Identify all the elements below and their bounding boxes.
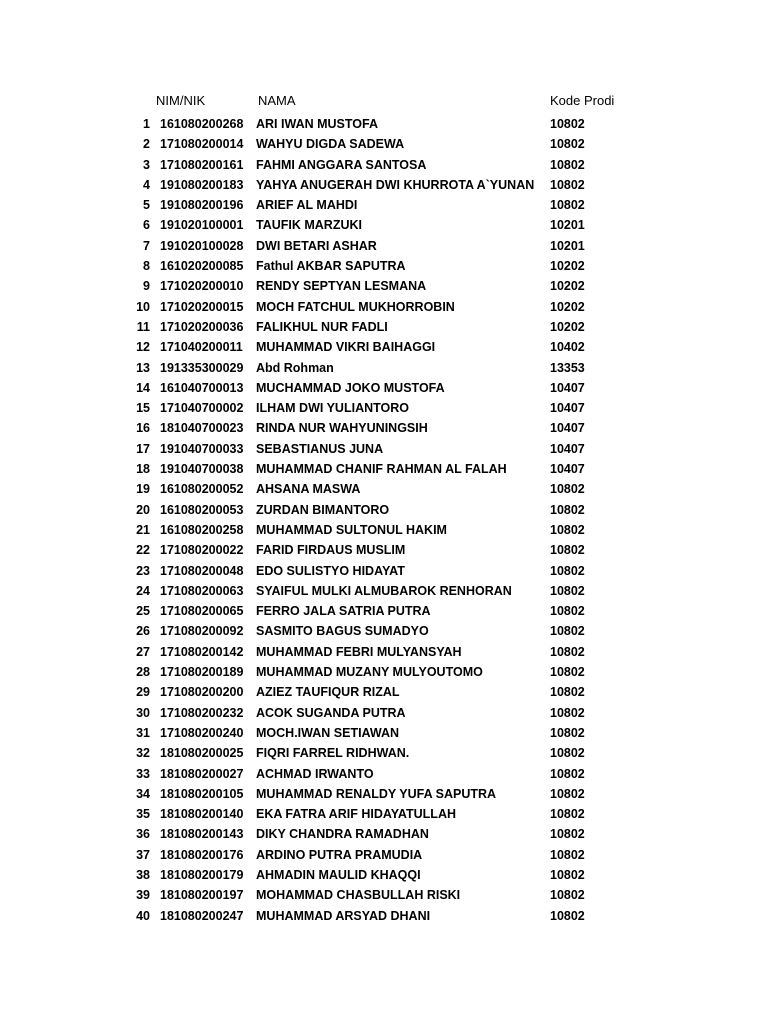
row-kode-prodi: 10802 [550, 665, 585, 680]
table-row [0, 114, 768, 134]
row-nama: MUHAMMAD ARSYAD DHANI [256, 908, 431, 923]
row-nama: AHSANA MASWA [256, 482, 361, 497]
row-nama: YAHYA ANUGERAH DWI KHURROTA A`YUNAN [256, 177, 535, 192]
row-nim: 191020100028 [160, 238, 244, 253]
row-nama: FARID FIRDAUS MUSLIM [256, 543, 406, 558]
row-nama: SEBASTIANUS JUNA [256, 441, 384, 456]
table-row [0, 703, 768, 723]
table-row [0, 581, 768, 601]
row-number: 14 [136, 380, 150, 395]
header-nama: NAMA [258, 93, 296, 108]
table-row [0, 236, 768, 256]
table-row [0, 398, 768, 418]
row-kode-prodi: 10802 [550, 786, 585, 801]
row-number: 20 [136, 502, 150, 517]
row-kode-prodi: 10802 [550, 482, 585, 497]
row-number: 2 [143, 137, 150, 152]
row-number: 16 [136, 421, 150, 436]
row-nim: 171080200142 [160, 644, 244, 659]
row-number: 29 [136, 685, 150, 700]
row-nim: 161040700013 [160, 380, 244, 395]
row-nim: 191020100001 [160, 218, 244, 233]
row-nama: EKA FATRA ARIF HIDAYATULLAH [256, 807, 456, 822]
row-number: 23 [136, 563, 150, 578]
table-row [0, 784, 768, 804]
row-kode-prodi: 10802 [550, 867, 585, 882]
row-nim: 171080200092 [160, 624, 244, 639]
row-nama: Abd Rohman [256, 360, 334, 375]
row-number: 18 [136, 462, 150, 477]
row-nama: MUHAMMAD VIKRI BAIHAGGI [256, 340, 436, 355]
table-row [0, 256, 768, 276]
row-kode-prodi: 10202 [550, 259, 585, 274]
row-kode-prodi: 10802 [550, 157, 585, 172]
table-row [0, 906, 768, 926]
table-row [0, 276, 768, 296]
row-nim: 171080200063 [160, 583, 244, 598]
row-number: 22 [136, 543, 150, 558]
row-nim: 181080200027 [160, 766, 244, 781]
table-row [0, 520, 768, 540]
row-nim: 171080200065 [160, 604, 244, 619]
row-nim: 181080200247 [160, 908, 244, 923]
row-kode-prodi: 13353 [550, 360, 585, 375]
row-nim: 171020200015 [160, 299, 244, 314]
header-nim: NIM/NIK [156, 93, 206, 108]
row-number: 17 [136, 441, 150, 456]
row-nim: 171020200010 [160, 279, 244, 294]
header-kode-prodi: Kode Prodi [550, 93, 615, 108]
row-nama: TAUFIK MARZUKI [256, 218, 362, 233]
row-number: 7 [143, 238, 150, 253]
row-kode-prodi: 10802 [550, 198, 585, 213]
table-row [0, 804, 768, 824]
table-row [0, 175, 768, 195]
row-nama: MOHAMMAD CHASBULLAH RISKI [256, 888, 461, 903]
row-number: 25 [136, 604, 150, 619]
row-kode-prodi: 10802 [550, 908, 585, 923]
row-nim: 191040700033 [160, 441, 244, 456]
table-row [0, 215, 768, 235]
row-nama: EDO SULISTYO HIDAYAT [256, 563, 405, 578]
row-nim: 191080200183 [160, 177, 244, 192]
row-number: 27 [136, 644, 150, 659]
row-kode-prodi: 10407 [550, 421, 585, 436]
row-nim: 161020200085 [160, 259, 244, 274]
row-nama: ACOK SUGANDA PUTRA [256, 705, 406, 720]
row-number: 5 [143, 198, 150, 213]
row-nama: FERRO JALA SATRIA PUTRA [256, 604, 431, 619]
row-number: 12 [136, 340, 150, 355]
row-number: 11 [136, 319, 150, 334]
row-nama: ARIEF AL MAHDI [256, 198, 358, 213]
row-kode-prodi: 10802 [550, 807, 585, 822]
table-row [0, 662, 768, 682]
table-row [0, 642, 768, 662]
row-number: 9 [143, 279, 150, 294]
row-nama: Fathul AKBAR SAPUTRA [256, 259, 406, 274]
table-row [0, 601, 768, 621]
table-row [0, 621, 768, 641]
row-number: 28 [136, 665, 150, 680]
row-nama: ARDINO PUTRA PRAMUDIA [256, 847, 423, 862]
row-number: 21 [136, 522, 150, 537]
table-row [0, 885, 768, 905]
row-kode-prodi: 10802 [550, 766, 585, 781]
row-nim: 171080200200 [160, 685, 244, 700]
row-nim: 171080200022 [160, 543, 244, 558]
row-nim: 161080200053 [160, 502, 244, 517]
row-number: 34 [136, 786, 150, 801]
table-row [0, 378, 768, 398]
row-nama: MUHAMMAD FEBRI MULYANSYAH [256, 644, 462, 659]
row-nama: RENDY SEPTYAN LESMANA [256, 279, 427, 294]
row-kode-prodi: 10202 [550, 279, 585, 294]
row-kode-prodi: 10802 [550, 563, 585, 578]
row-number: 36 [136, 827, 150, 842]
row-nama: ILHAM DWI YULIANTORO [256, 401, 410, 416]
row-kode-prodi: 10802 [550, 522, 585, 537]
row-number: 19 [136, 482, 150, 497]
row-nim: 181080200025 [160, 746, 244, 761]
table-row [0, 500, 768, 520]
student-table-body [0, 114, 768, 926]
row-nim: 171080200240 [160, 725, 244, 740]
row-number: 24 [136, 583, 150, 598]
row-number: 39 [136, 888, 150, 903]
row-nama: MOCH.IWAN SETIAWAN [256, 725, 400, 740]
row-nim: 181080200176 [160, 847, 244, 862]
row-number: 4 [143, 177, 150, 192]
row-nim: 161080200258 [160, 522, 244, 537]
row-number: 15 [136, 401, 150, 416]
row-nim: 171080200189 [160, 665, 244, 680]
row-kode-prodi: 10407 [550, 441, 585, 456]
row-nama: SYAIFUL MULKI ALMUBAROK RENHORAN [256, 583, 512, 598]
table-row [0, 743, 768, 763]
row-number: 32 [136, 746, 150, 761]
table-row [0, 824, 768, 844]
row-nim: 171020200036 [160, 319, 244, 334]
row-number: 1 [143, 117, 150, 131]
row-number: 37 [136, 847, 150, 862]
row-kode-prodi: 10201 [550, 218, 585, 233]
row-kode-prodi: 10802 [550, 725, 585, 740]
row-kode-prodi: 10407 [550, 401, 585, 416]
table-row [0, 845, 768, 865]
row-nama: MUHAMMAD SULTONUL HAKIM [256, 522, 447, 537]
row-kode-prodi: 10802 [550, 705, 585, 720]
row-kode-prodi: 10802 [550, 847, 585, 862]
row-kode-prodi: 10802 [550, 117, 585, 131]
table-row [0, 134, 768, 154]
table-row [0, 418, 768, 438]
row-number: 35 [136, 807, 150, 822]
row-nim: 181080200105 [160, 786, 244, 801]
row-number: 38 [136, 867, 150, 882]
row-nama: MUHAMMAD CHANIF RAHMAN AL FALAH [256, 462, 507, 477]
row-nim: 191040700038 [160, 462, 244, 477]
table-row [0, 195, 768, 215]
row-kode-prodi: 10407 [550, 462, 585, 477]
row-kode-prodi: 10202 [550, 319, 585, 334]
row-nama: MUCHAMMAD JOKO MUSTOFA [256, 380, 445, 395]
row-number: 26 [136, 624, 150, 639]
table-row [0, 561, 768, 581]
row-nama: MUHAMMAD MUZANY MULYOUTOMO [256, 665, 483, 680]
row-nim: 171040700002 [160, 401, 244, 416]
row-kode-prodi: 10802 [550, 888, 585, 903]
row-nim: 181080200140 [160, 807, 244, 822]
row-number: 31 [136, 725, 150, 740]
row-nama: WAHYU DIGDA SADEWA [256, 137, 405, 152]
row-nim: 191080200196 [160, 198, 244, 213]
row-number: 33 [136, 766, 150, 781]
table-row [0, 865, 768, 885]
row-kode-prodi: 10802 [550, 543, 585, 558]
table-row [0, 682, 768, 702]
row-nama: AZIEZ TAUFIQUR RIZAL [256, 685, 400, 700]
row-nim: 191335300029 [160, 360, 244, 375]
table-row [0, 723, 768, 743]
row-kode-prodi: 10802 [550, 137, 585, 152]
row-nama: DIKY CHANDRA RAMADHAN [256, 827, 429, 842]
table-row [0, 540, 768, 560]
row-kode-prodi: 10407 [550, 380, 585, 395]
row-nama: SASMITO BAGUS SUMADYO [256, 624, 429, 639]
row-nama: DWI BETARI ASHAR [256, 238, 377, 253]
row-kode-prodi: 10802 [550, 685, 585, 700]
table-row [0, 459, 768, 479]
row-nim: 171080200232 [160, 705, 244, 720]
row-nim: 181080200179 [160, 867, 244, 882]
row-kode-prodi: 10802 [550, 746, 585, 761]
row-number: 40 [136, 908, 150, 923]
table-row [0, 155, 768, 175]
table-row [0, 439, 768, 459]
row-nama: FALIKHUL NUR FADLI [256, 319, 388, 334]
row-nim: 161080200052 [160, 482, 244, 497]
row-nim: 161080200268 [160, 117, 244, 131]
row-nama: ZURDAN BIMANTORO [256, 502, 390, 517]
row-nama: MOCH FATCHUL MUKHORROBIN [256, 299, 455, 314]
row-nama: ACHMAD IRWANTO [256, 766, 374, 781]
row-nim: 181080200143 [160, 827, 244, 842]
row-number: 3 [143, 157, 150, 172]
row-nama: MUHAMMAD RENALDY YUFA SAPUTRA [256, 786, 497, 801]
table-row [0, 297, 768, 317]
row-kode-prodi: 10402 [550, 340, 585, 355]
row-nama: FAHMI ANGGARA SANTOSA [256, 157, 427, 172]
row-number: 13 [136, 360, 150, 375]
row-number: 30 [136, 705, 150, 720]
row-kode-prodi: 10201 [550, 238, 585, 253]
row-nim: 181040700023 [160, 421, 244, 436]
table-row [0, 358, 768, 378]
row-kode-prodi: 10802 [550, 177, 585, 192]
row-nim: 181080200197 [160, 888, 244, 903]
row-number: 10 [136, 299, 150, 314]
row-kode-prodi: 10802 [550, 502, 585, 517]
table-row [0, 337, 768, 357]
table-row [0, 317, 768, 337]
row-kode-prodi: 10802 [550, 583, 585, 598]
row-kode-prodi: 10802 [550, 644, 585, 659]
row-nama: ARI IWAN MUSTOFA [256, 117, 378, 131]
row-number: 6 [143, 218, 150, 233]
row-kode-prodi: 10802 [550, 604, 585, 619]
row-nim: 171080200161 [160, 157, 244, 172]
row-kode-prodi: 10202 [550, 299, 585, 314]
row-nama: AHMADIN MAULID KHAQQI [256, 867, 421, 882]
row-nama: RINDA NUR WAHYUNINGSIH [256, 421, 428, 436]
row-nama: FIQRI FARREL RIDHWAN. [256, 746, 410, 761]
row-kode-prodi: 10802 [550, 624, 585, 639]
row-nim: 171080200048 [160, 563, 244, 578]
row-number: 8 [143, 259, 150, 274]
row-nim: 171040200011 [160, 340, 243, 355]
row-nim: 171080200014 [160, 137, 244, 152]
table-row [0, 479, 768, 499]
row-kode-prodi: 10802 [550, 827, 585, 842]
table-row [0, 764, 768, 784]
